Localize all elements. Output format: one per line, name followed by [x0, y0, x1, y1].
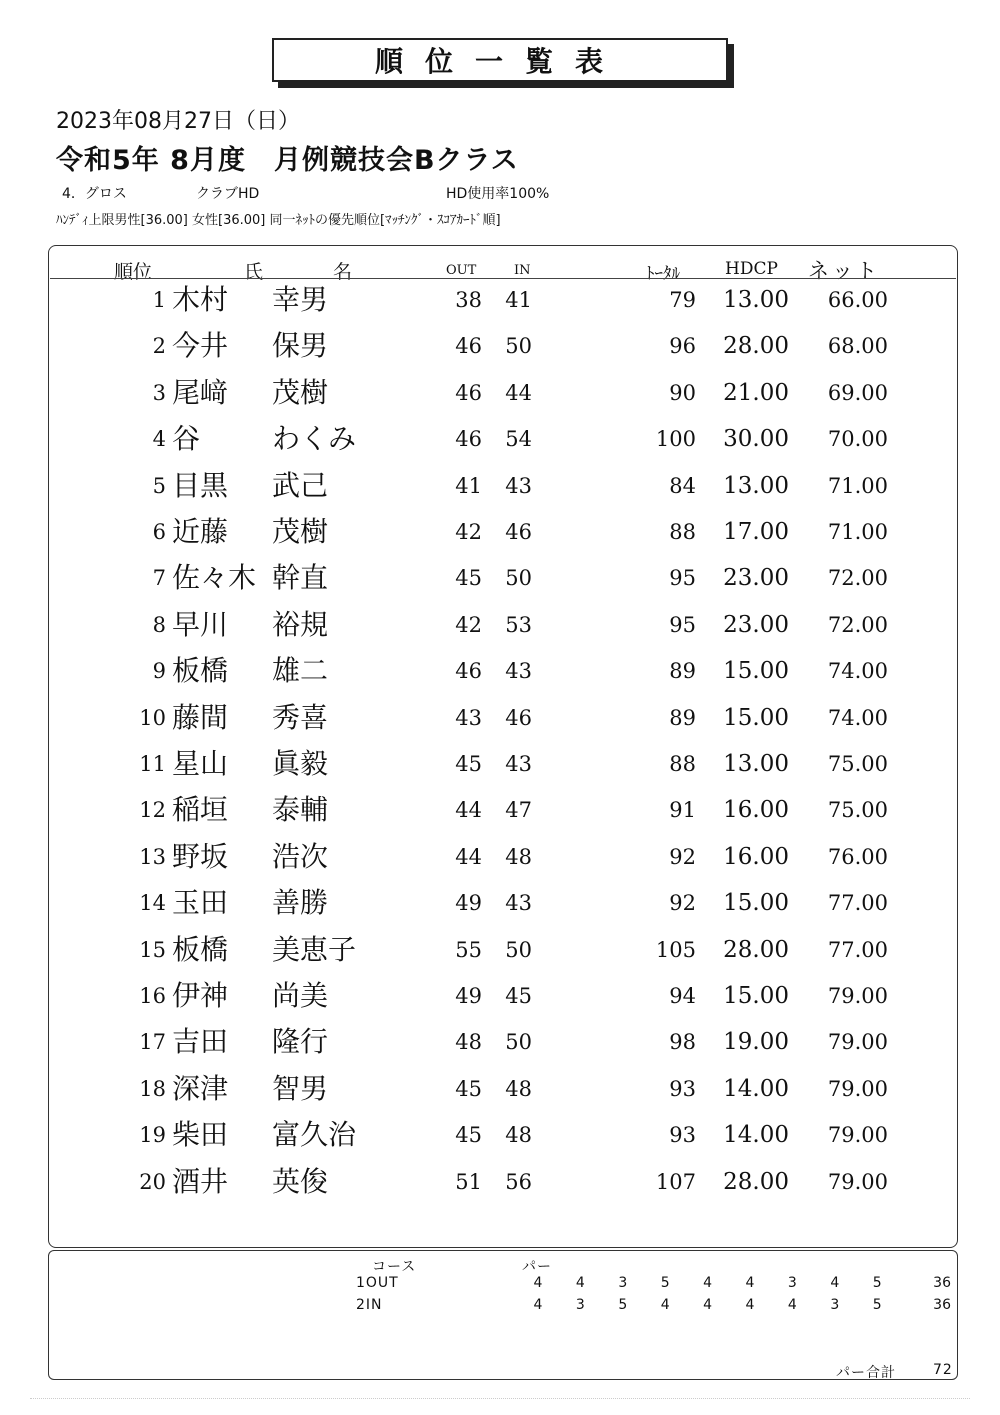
- hole-par: 3: [787, 1275, 797, 1291]
- cell-out: 46: [455, 334, 482, 359]
- cell-out: 46: [455, 380, 482, 405]
- cell-out: 55: [455, 937, 482, 962]
- cell-net: 79.00: [827, 1030, 888, 1055]
- cell-total: 98: [669, 1030, 696, 1055]
- cell-out: 46: [455, 427, 482, 452]
- cell-net: 68.00: [827, 334, 888, 359]
- cell-net: 74.00: [827, 659, 888, 684]
- cell-out: 49: [455, 984, 482, 1008]
- table-row: [0, 1072, 1000, 1118]
- cell-out: 38: [455, 288, 482, 312]
- table-row: [0, 701, 1000, 747]
- hole-par: 4: [745, 1275, 755, 1291]
- cell-out: 48: [455, 1030, 482, 1055]
- cell-first: 浩次: [272, 839, 329, 873]
- cell-out: 46: [455, 659, 482, 684]
- cell-total: 84: [669, 473, 696, 498]
- course-name-in: 2IN: [356, 1297, 383, 1313]
- cell-total: 92: [669, 891, 696, 916]
- cell-in: 43: [505, 752, 532, 776]
- cell-total: 92: [669, 844, 696, 869]
- table-row: [0, 654, 1000, 700]
- cell-hdcp: 13.00: [723, 472, 789, 499]
- cell-net: 79.00: [827, 1169, 888, 1194]
- cell-in: 43: [505, 659, 532, 684]
- cell-rank: 5: [152, 473, 166, 498]
- cell-hdcp: 14.00: [723, 1075, 789, 1102]
- table-row: [0, 793, 1000, 839]
- cell-last: 稲垣: [172, 793, 229, 827]
- table-row: [0, 1025, 1000, 1071]
- cell-in: 50: [505, 334, 532, 359]
- cell-last: 板橋: [172, 654, 229, 688]
- cell-rank: 13: [139, 844, 166, 869]
- cell-rank: 6: [152, 520, 166, 544]
- cell-first: 隆行: [272, 1025, 329, 1059]
- cell-hdcp: 15.00: [723, 983, 789, 1009]
- option-handicap-rate: HD使用率100%: [446, 186, 550, 202]
- cell-first: 幸男: [272, 283, 329, 316]
- hole-par: 3: [830, 1297, 840, 1313]
- table-row: [0, 422, 1000, 468]
- cell-net: 76.00: [827, 844, 888, 869]
- cell-hdcp: 13.00: [723, 287, 789, 313]
- cell-in: 43: [505, 891, 532, 916]
- cell-last: 谷: [172, 422, 201, 456]
- cell-rank: 15: [139, 937, 166, 962]
- header-name: 氏名: [244, 261, 423, 283]
- header-in: IN: [514, 263, 531, 278]
- table-row: [0, 515, 1000, 561]
- cell-total: 100: [655, 427, 696, 452]
- cell-first: 幹直: [272, 561, 329, 595]
- cell-hdcp: 15.00: [723, 704, 789, 731]
- table-row: [0, 979, 1000, 1025]
- cell-total: 88: [669, 752, 696, 776]
- cell-last: 近藤: [172, 515, 229, 548]
- cell-first: 秀喜: [272, 700, 329, 734]
- event-date: 2023年08月27日（日）: [56, 109, 300, 134]
- header-hdcp: HDCP: [725, 259, 778, 279]
- cell-hdcp: 19.00: [723, 1029, 789, 1056]
- cell-in: 44: [505, 380, 532, 405]
- table-row: [0, 840, 1000, 886]
- header-net: ネット: [808, 259, 880, 283]
- table-row: [0, 376, 1000, 422]
- cell-out: 45: [455, 752, 482, 776]
- cell-out: 51: [455, 1169, 482, 1194]
- cell-last: 佐々木: [172, 561, 257, 595]
- cell-rank: 11: [139, 752, 166, 776]
- cell-first: 眞毅: [272, 747, 329, 780]
- cell-first: 尚美: [272, 979, 329, 1012]
- cell-total: 88: [669, 520, 696, 544]
- cell-in: 48: [505, 844, 532, 869]
- option-handicap-type: クラブHD: [196, 186, 260, 202]
- cell-total: 94: [669, 984, 696, 1008]
- cell-last: 伊神: [172, 979, 229, 1012]
- title-frame: [272, 38, 728, 82]
- table-row: [0, 283, 1000, 329]
- table-row: [0, 329, 1000, 375]
- cell-last: 板橋: [172, 932, 229, 966]
- cell-out: 42: [455, 612, 482, 637]
- table-row: [0, 469, 1000, 515]
- hole-par: 3: [618, 1275, 628, 1291]
- hole-par: 4: [533, 1297, 543, 1313]
- cell-in: 48: [505, 1076, 532, 1101]
- cell-first: 保男: [272, 329, 329, 363]
- cell-rank: 18: [139, 1076, 166, 1101]
- hole-par: 3: [575, 1297, 585, 1313]
- table-row: [0, 1118, 1000, 1164]
- course-par-panel: [48, 1250, 958, 1380]
- cell-rank: 17: [139, 1030, 166, 1055]
- cell-last: 木村: [172, 283, 229, 316]
- table-row: [0, 933, 1000, 979]
- cell-out: 45: [455, 1123, 482, 1148]
- cell-hdcp: 28.00: [723, 936, 789, 963]
- page-title: 順位一覧表: [272, 38, 728, 82]
- hole-par: 4: [660, 1297, 670, 1313]
- cell-hdcp: 17.00: [723, 519, 789, 545]
- cell-hdcp: 21.00: [723, 379, 789, 406]
- cell-hdcp: 15.00: [723, 890, 789, 917]
- course-par-total: 36: [933, 1275, 951, 1291]
- cell-hdcp: 16.00: [723, 843, 789, 870]
- cell-rank: 1: [152, 288, 166, 312]
- header-divider: [50, 278, 956, 279]
- cell-first: 茂樹: [272, 515, 329, 548]
- cell-in: 45: [505, 984, 532, 1008]
- header-rank: 順位: [114, 261, 153, 283]
- cell-rank: 8: [152, 612, 166, 637]
- cell-in: 50: [505, 566, 532, 591]
- cell-rank: 16: [139, 984, 166, 1008]
- par-label: パー: [522, 1259, 552, 1275]
- cell-rank: 12: [139, 798, 166, 823]
- cell-out: 44: [455, 844, 482, 869]
- hole-par: 4: [533, 1275, 543, 1291]
- cell-total: 91: [669, 798, 696, 823]
- hole-par: 5: [872, 1297, 882, 1313]
- cell-net: 72.00: [827, 566, 888, 591]
- cell-last: 藤間: [172, 700, 229, 734]
- cell-last: 酒井: [172, 1164, 229, 1198]
- table-row: [0, 747, 1000, 793]
- cell-net: 77.00: [827, 891, 888, 916]
- course-label: コース: [372, 1259, 417, 1275]
- cell-total: 96: [669, 334, 696, 359]
- cell-first: 智男: [272, 1071, 329, 1105]
- cell-first: 茂樹: [272, 375, 329, 409]
- cell-total: 105: [655, 937, 696, 962]
- cell-rank: 9: [152, 659, 166, 684]
- cell-net: 77.00: [827, 937, 888, 962]
- cell-hdcp: 16.00: [723, 797, 789, 824]
- cell-net: 75.00: [827, 798, 888, 823]
- cell-hdcp: 23.00: [723, 565, 789, 592]
- cell-in: 54: [505, 427, 532, 452]
- hole-par: 4: [703, 1275, 713, 1291]
- cell-total: 89: [669, 659, 696, 684]
- table-row: [0, 886, 1000, 932]
- cell-in: 48: [505, 1123, 532, 1148]
- cell-rank: 2: [152, 334, 166, 359]
- option-score-type: 4．グロス: [62, 186, 127, 202]
- cell-first: 雄二: [272, 654, 329, 688]
- cell-out: 41: [455, 473, 482, 498]
- cell-first: 富久治: [272, 1118, 357, 1152]
- cell-last: 吉田: [172, 1025, 229, 1059]
- cell-in: 47: [505, 798, 532, 823]
- hole-par: 4: [703, 1297, 713, 1313]
- cell-last: 柴田: [172, 1118, 229, 1152]
- cell-net: 71.00: [827, 473, 888, 498]
- hole-par: 5: [618, 1297, 628, 1313]
- hole-par: 5: [872, 1275, 882, 1291]
- cell-rank: 19: [139, 1123, 166, 1148]
- hole-par: 4: [787, 1297, 797, 1313]
- cell-first: わくみ: [272, 422, 357, 456]
- table-row: [0, 608, 1000, 654]
- cell-total: 93: [669, 1076, 696, 1101]
- cell-out: 42: [455, 520, 482, 544]
- cell-rank: 7: [152, 566, 166, 591]
- cell-in: 56: [505, 1169, 532, 1194]
- cell-net: 70.00: [827, 427, 888, 452]
- cell-first: 美恵子: [272, 932, 357, 966]
- cell-total: 79: [669, 288, 696, 312]
- cell-out: 49: [455, 891, 482, 916]
- cell-hdcp: 14.00: [723, 1122, 789, 1149]
- cell-rank: 14: [139, 891, 166, 916]
- cell-net: 69.00: [827, 380, 888, 405]
- cell-net: 72.00: [827, 612, 888, 637]
- cell-total: 90: [669, 380, 696, 405]
- cell-last: 早川: [172, 607, 229, 641]
- cell-in: 46: [505, 520, 532, 544]
- cell-rank: 4: [152, 427, 166, 452]
- cell-first: 泰輔: [272, 793, 329, 827]
- cell-total: 93: [669, 1123, 696, 1148]
- cell-last: 深津: [172, 1071, 229, 1105]
- hole-par: 4: [830, 1275, 840, 1291]
- cell-out: 45: [455, 1076, 482, 1101]
- cell-in: 50: [505, 937, 532, 962]
- header-out: OUT: [446, 263, 477, 278]
- cell-in: 43: [505, 473, 532, 498]
- cell-net: 74.00: [827, 705, 888, 730]
- header-total: ﾄｰﾀﾙ: [646, 264, 680, 284]
- cell-last: 星山: [172, 747, 229, 780]
- cell-net: 66.00: [827, 288, 888, 312]
- hole-par: 5: [660, 1275, 670, 1291]
- course-par-total: 36: [933, 1297, 951, 1313]
- par-sum-value: 72: [933, 1362, 953, 1378]
- cell-rank: 3: [152, 380, 166, 405]
- cell-hdcp: 15.00: [723, 658, 789, 685]
- cell-net: 75.00: [827, 752, 888, 776]
- cell-hdcp: 28.00: [723, 333, 789, 360]
- cell-in: 46: [505, 705, 532, 730]
- cell-rank: 10: [139, 705, 166, 730]
- cell-out: 43: [455, 705, 482, 730]
- event-name: 令和5年 8月度 月例競技会Bクラス: [56, 145, 519, 176]
- cell-last: 今井: [172, 329, 229, 363]
- bottom-dotted-line: [30, 1398, 970, 1399]
- course-name-out: 1OUT: [356, 1275, 399, 1291]
- cell-last: 玉田: [172, 886, 229, 920]
- cell-first: 善勝: [272, 886, 329, 920]
- cell-out: 44: [455, 798, 482, 823]
- hole-par: 4: [745, 1297, 755, 1313]
- cell-in: 41: [505, 288, 532, 312]
- cell-hdcp: 23.00: [723, 611, 789, 638]
- cell-total: 95: [669, 566, 696, 591]
- cell-total: 95: [669, 612, 696, 637]
- handicap-rule: ﾊﾝﾃﾞｨ上限男性[36.00] 女性[36.00] 同一ﾈｯﾄの優先順位[ﾏｯﾁﾝｸﾞ・ｽｺｱｶｰﾄﾞ順]: [56, 213, 501, 228]
- cell-first: 英俊: [272, 1164, 329, 1198]
- cell-first: 裕規: [272, 607, 329, 641]
- cell-total: 89: [669, 705, 696, 730]
- cell-hdcp: 28.00: [723, 1168, 789, 1195]
- cell-in: 53: [505, 612, 532, 637]
- cell-hdcp: 30.00: [723, 426, 789, 453]
- cell-first: 武己: [272, 468, 329, 502]
- cell-total: 107: [655, 1169, 696, 1194]
- cell-net: 79.00: [827, 1076, 888, 1101]
- hole-par: 4: [575, 1275, 585, 1291]
- cell-last: 尾﨑: [172, 375, 229, 409]
- cell-out: 45: [455, 566, 482, 591]
- cell-net: 79.00: [827, 984, 888, 1008]
- cell-last: 野坂: [172, 839, 229, 873]
- cell-net: 79.00: [827, 1123, 888, 1148]
- table-row: [0, 561, 1000, 607]
- table-row: [0, 1165, 1000, 1211]
- cell-in: 50: [505, 1030, 532, 1055]
- cell-net: 71.00: [827, 520, 888, 544]
- cell-last: 目黒: [172, 468, 229, 502]
- cell-rank: 20: [139, 1169, 166, 1194]
- par-sum-label: パー合計: [836, 1365, 896, 1381]
- cell-hdcp: 13.00: [723, 751, 789, 777]
